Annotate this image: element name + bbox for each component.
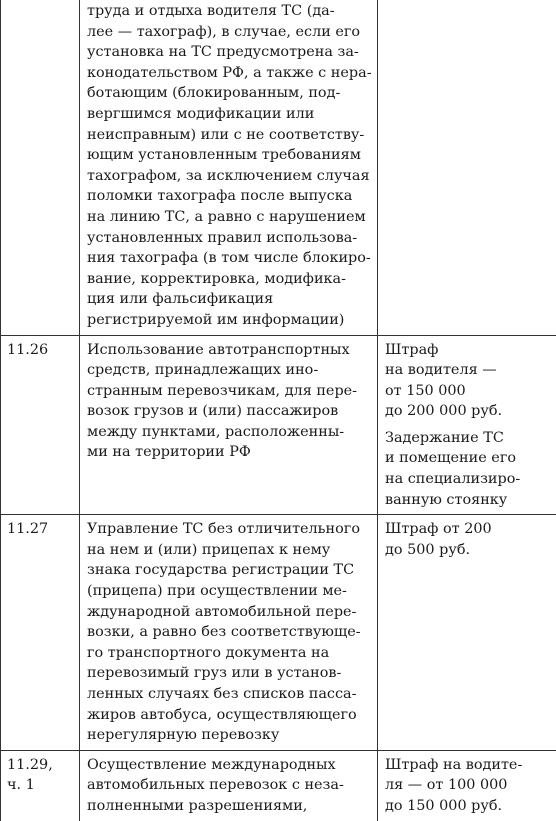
offense-description-line: ния тахографа (в том числе блокиро- [87, 248, 371, 269]
offense-description-line: установленных правил использова- [87, 228, 371, 249]
offense-description-cell [80, 335, 378, 515]
penalty-line: до 500 руб. [385, 540, 550, 561]
offense-description-line: Управление ТС без отличительного [87, 519, 371, 540]
article-number-cell [1, 335, 80, 515]
penalty-cell [378, 750, 556, 820]
table-row [1, 335, 556, 515]
offense-description-line: странным перевозчикам, для пере- [87, 381, 371, 402]
offense-description-line: (прицепа) при осуществлении ме- [87, 581, 371, 602]
penalty-line: от 150 000 [385, 381, 550, 402]
offense-description-line: возок грузов и (или) пассажиров [87, 401, 371, 422]
offense-description-cell [80, 750, 378, 820]
offense-description-line: неисправным) или с не соответству- [87, 125, 371, 146]
offense-description-line: конодательством РФ, а также с нера- [87, 63, 371, 84]
offense-description-line: автомобильных перевозок с неза- [87, 775, 371, 796]
offense-description-line: вергшимся модификации или [87, 104, 371, 125]
table-row [1, 0, 556, 335]
offense-description-line: знака государства регистрации ТС [87, 560, 371, 581]
penalty-paragraph [385, 755, 550, 817]
penalty-cell [378, 335, 556, 515]
offense-description-line: перевозимый груз или в установ- [87, 663, 371, 684]
offense-description-line: нерегулярную перевозку [87, 725, 371, 746]
offense-description-line: лее — тахограф), в случае, если его [87, 22, 371, 43]
penalty-cell [378, 515, 556, 751]
penalty-paragraph [385, 428, 550, 510]
offense-description-line: ждународной автомобильной пере- [87, 602, 371, 623]
penalty-cell [378, 0, 556, 335]
table-row [1, 750, 556, 820]
offense-description-line: возки, а равно без соответствующе- [87, 622, 371, 643]
offense-description-cell [80, 0, 378, 335]
penalty-line: ванную стоянку [385, 490, 550, 511]
offense-description-line: жиров автобуса, осуществляющего [87, 705, 371, 726]
article-number: 11.29, [7, 755, 73, 776]
penalty-line: на специализиро- [385, 469, 550, 490]
penalty-paragraph [385, 340, 550, 422]
table-row [1, 515, 556, 751]
offense-description-line: регистрируемой им информации) [87, 310, 371, 331]
offense-description-line: тахографом, за исключением случая [87, 166, 371, 187]
penalty-line: Штраф от 200 [385, 519, 550, 540]
offense-description-line: ленных случаях без списков пасса- [87, 684, 371, 705]
offense-description-line: го транспортного документа на [87, 643, 371, 664]
penalty-line: Штраф на водите- [385, 755, 550, 776]
offense-description-line: Использование автотранспортных [87, 340, 371, 361]
offense-description-line: ми на территории РФ [87, 442, 371, 463]
offense-description-line: полненными разрешениями, [87, 796, 371, 817]
penalty-line: и помещение его [385, 448, 550, 469]
offense-description-line: средств, принадлежащих ино- [87, 360, 371, 381]
offense-description-cell [80, 515, 378, 751]
penalty-line: Задержание ТС [385, 428, 550, 449]
penalty-line: до 200 000 руб. [385, 401, 550, 422]
article-number: 11.27 [7, 519, 73, 540]
article-number: 11.26 [7, 340, 73, 361]
offense-description-line: между пунктами, расположенны- [87, 422, 371, 443]
offense-description-line: труда и отдыха водителя ТС (да- [87, 1, 371, 22]
offense-description-line: поломки тахографа после выпуска [87, 186, 371, 207]
article-number-cell [1, 0, 80, 335]
offenses-table-body [1, 0, 556, 821]
penalty-paragraph [385, 519, 550, 560]
article-number-cell [1, 515, 80, 751]
offense-description-line: установка на ТС предусмотрена за- [87, 42, 371, 63]
penalty-line: до 150 000 руб. [385, 796, 550, 817]
penalty-line: Штраф [385, 340, 550, 361]
offense-description-line: ция или фальсификация [87, 289, 371, 310]
offense-description-line: на нем и (или) прицепах к нему [87, 540, 371, 561]
penalty-line: ля — от 100 000 [385, 775, 550, 796]
offense-description-line: на линию ТС, а равно с нарушением [87, 207, 371, 228]
penalty-line: на водителя — [385, 360, 550, 381]
article-number-cell [1, 750, 80, 820]
offense-description-line: ющим установленным требованиям [87, 145, 371, 166]
offense-description-line: вание, корректировка, модифика- [87, 269, 371, 290]
article-number: ч. 1 [7, 775, 73, 796]
offense-description-line: Осуществление международных [87, 755, 371, 776]
offense-description-line: ботающим (блокированным, под- [87, 83, 371, 104]
